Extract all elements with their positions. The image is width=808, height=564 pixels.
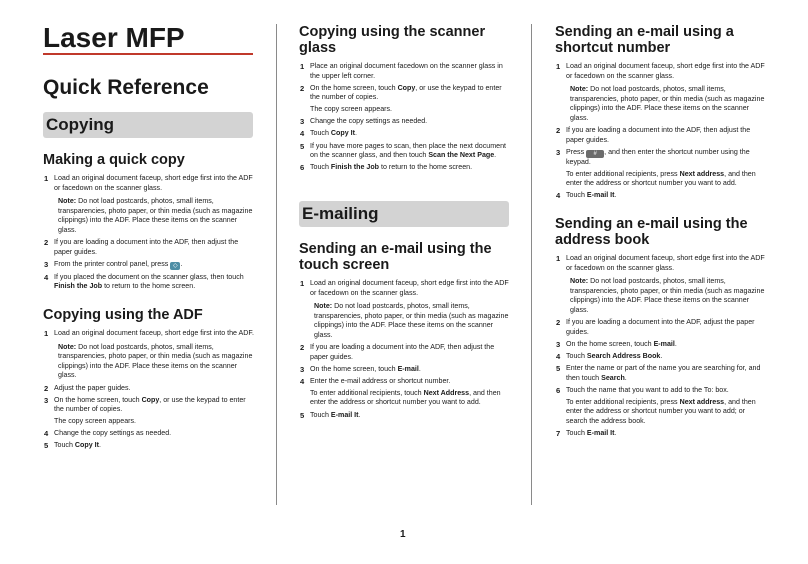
section-heading-copying: Copying <box>43 112 253 138</box>
list-item: 2 Adjust the paper guides. <box>44 383 131 393</box>
list-item: 6 Touch the name that you want to add to the To: box. To enter additional recipients, press Next address, and then enter the address or shortcut number you want to add; or search the address book. <box>556 386 756 425</box>
home-icon: ◇ <box>170 262 180 270</box>
list-item: 3 On the home screen, touch Copy, or use the keypad to enter the number of copies. The copy screen appears. <box>44 395 246 425</box>
steps-email-address-book <box>555 254 767 441</box>
document-subtitle: Quick Reference <box>43 76 209 99</box>
list-item: 1 Load an original document faceup, short edge first into the ADF or facedown on the scanner glass. Note: Do not load postcards, photos, small items, transparencies, photo paper, or thin media (such as magazine clippings) into the ADF. Place these items on the scanner glass. <box>299 279 511 341</box>
list-item: 4 Touch E-mail It. <box>556 191 617 201</box>
note: Note: Do not load postcards, photos, small items, transparencies, photo paper, or thin media (such as magazine clippings) into the ADF. Place these items on the scanner glass. <box>570 85 765 122</box>
heading-making-quick-copy: Making a quick copy <box>43 152 185 168</box>
heading-email-address-book: Sending an e-mail using the address book <box>555 216 748 248</box>
heading-email-shortcut: Sending an e-mail using a shortcut number <box>555 24 734 56</box>
list-item: 2 If you are loading a document into the ADF, adjust the paper guides. <box>556 318 755 336</box>
note: Note: Do not load postcards, photos, small items, transparencies, photo paper, or thin media (such as magazine clippings) into the ADF. Place these items on the scanner glass. <box>570 277 765 314</box>
list-item: 2 If you are loading a document into the ADF, then adjust the paper guides. <box>300 343 495 361</box>
list-item: 4 Touch Copy It. <box>300 129 357 139</box>
list-item: 1 Place an original document facedown on the scanner glass in the upper left corner. <box>300 62 503 80</box>
title-underline <box>43 53 253 55</box>
column-divider <box>276 24 277 505</box>
list-item: 1 Load an original document faceup, short edge first into the ADF or facedown on the scanner glass. Note: Do not load postcards, photos, small items, transparencies, photo paper, or thin media (such as magazine clippings) into the ADF. Place these items on the scanner glass. <box>555 254 767 316</box>
note: Note: Do not load postcards, photos, small items, transparencies, photo paper, or thin media (such as magazine clippings) into the ADF. Place these items on the scanner glass. <box>58 197 253 234</box>
shortcut-icon: # <box>586 150 604 158</box>
list-item: 5 Touch E-mail It. <box>300 410 361 420</box>
list-item: 5 Touch Copy It. <box>44 441 101 451</box>
steps-copying-adf <box>43 329 255 454</box>
list-item: 4 Change the copy settings as needed. <box>44 429 172 439</box>
note: Note: Do not load postcards, photos, small items, transparencies, photo paper, or thin media (such as magazine clippings) into the ADF. Place these items on the scanner glass. <box>314 302 509 339</box>
document-title: Laser MFP <box>43 22 185 53</box>
list-item: 3 On the home screen, touch E-mail. <box>300 364 421 374</box>
list-item: 1 Load an original document faceup, short edge first into the ADF or facedown on the scanner glass. Note: Do not load postcards, photos, small items, transparencies, photo paper, or thin media (such as magazine clippings) into the ADF. Place these items on the scanner glass. <box>555 62 767 124</box>
list-item: 7 Touch E-mail It. <box>556 429 617 439</box>
steps-email-touch <box>299 279 511 423</box>
heading-copying-scanner-glass: Copying using the scanner glass <box>299 24 486 56</box>
list-item: 4 Touch Search Address Book. <box>556 352 663 362</box>
list-item: 6 Touch Finish the Job to return to the home screen. <box>300 163 473 173</box>
list-item: 2 If you are loading a document into the ADF, then adjust the paper guides. <box>44 238 239 256</box>
list-item: 1 Load an original document faceup, short edge first into the ADF or facedown on the scanner glass. Note: Do not load postcards, photos, small items, transparencies, photo paper, or thin media (such as magazine clippings) into the ADF. Place these items on the scanner glass. <box>43 174 255 236</box>
page-number: 1 <box>400 529 406 540</box>
steps-email-shortcut <box>555 62 767 204</box>
list-item: 4 If you placed the document on the scanner glass, then touch Finish the Job to return to the home screen. <box>44 272 244 291</box>
column-divider <box>531 24 532 505</box>
list-item: 3 From the printer control panel, press ◇ . <box>44 259 183 269</box>
heading-email-touch-screen: Sending an e-mail using the touch screen <box>299 241 492 273</box>
list-item: 3 Change the copy settings as needed. <box>300 117 428 127</box>
list-item: 2 If you are loading a document into the ADF, then adjust the paper guides. <box>556 126 751 144</box>
list-item: 5 If you have more pages to scan, then place the next document on the scanner glass, and then touch Scan the Next Page. <box>300 141 506 160</box>
list-item: 4 Enter the e-mail address or shortcut number. To enter additional recipients, touch Next Address, and then enter the address or shortcut number you want to add. <box>300 377 501 407</box>
heading-copying-adf: Copying using the ADF <box>43 307 203 323</box>
note: Note: Do not load postcards, photos, small items, transparencies, photo paper, or thin media (such as magazine clippings) into the ADF. Place these items on the scanner glass. <box>58 342 253 380</box>
list-item: 1 Load an original document faceup, short edge first into the ADF. Note: Do not load postcards, photos, small items, transparencies, photo paper, or thin media (such as magazine clippings) into the ADF. Place these items on the scanner glass. <box>44 329 254 380</box>
steps-copying-glass <box>299 62 511 176</box>
steps-quick-copy <box>43 174 255 294</box>
list-item: 3 On the home screen, touch E-mail. <box>556 339 677 349</box>
list-item: 2 On the home screen, touch Copy, or use the keypad to enter the number of copies. The copy screen appears. <box>300 83 502 113</box>
section-heading-emailing: E-mailing <box>299 201 509 227</box>
list-item: 5 Enter the name or part of the name you are searching for, and then touch Search. <box>556 364 761 382</box>
list-item: 3 Press # , and then enter the shortcut number using the keypad. To enter additional recipients, press Next address, and then enter the address or shortcut number you want to add. <box>556 147 756 188</box>
